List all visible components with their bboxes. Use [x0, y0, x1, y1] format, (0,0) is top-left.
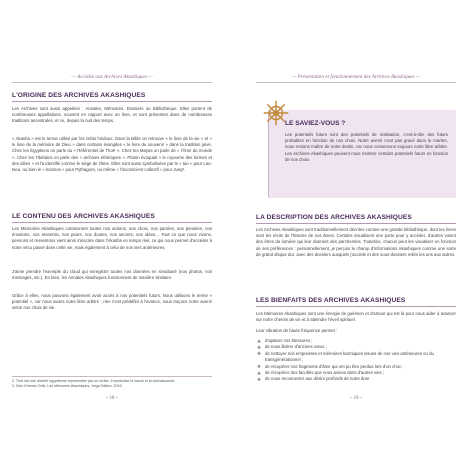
origine-paragraph-1: Les Archives sont aussi appelées : Annales, Mémoires, Dossiers ou Bibliothèque. Elles portent de nombreuses appellations, souvent en rapport avec un livre, et sont présentes dans de nombreuses traditions ancestrales, et ce, depuis la nuit des temps. [12, 106, 212, 124]
did-you-know-title: LE SAVIEZ-VOUS ? [285, 120, 346, 127]
bienfaits-paragraph-2: Leur vibration de haute fréquence permet : [256, 328, 338, 333]
right-page-number: ~ 19 ~ [349, 396, 363, 401]
did-you-know-box [268, 110, 456, 198]
contenu-paragraph-3: Grâce à elles, nous pouvons également avoir accès à nos potentiels futurs. Nous utilisons le terme « potentiel », car nous avons notre libre arbitre ; rien n'est prédéfini à l'avance, nous traçons notre avenir selon nos choix de vie. [12, 293, 212, 311]
footnotes [12, 376, 212, 389]
diamond-bullet-icon: ❖ [257, 370, 262, 376]
section-title-origine: L'ORIGINE DES ARCHIVES AKASHIQUES [12, 92, 212, 102]
section-title-description: LA DESCRIPTION DES ARCHIVES AKASHIQUES [256, 214, 456, 224]
left-running-header: — Accédez aux Archives Akashiques — [12, 74, 212, 83]
diamond-bullet-icon: ❖ [257, 344, 262, 350]
diamond-bullet-icon: ❖ [257, 364, 262, 370]
list-item: ❖ de récupérer nos fragments d'âme qui ont pu être perdus lors d'un choc ; [257, 363, 404, 370]
footnote-2: 2. Thot est une divinité égyptienne représentée par un scribe. Il symbolise le savoir et la connaissance. [12, 379, 176, 383]
list-item: ❖ de nous reconnecter aux désirs profonds de notre âme [257, 376, 370, 382]
description-paragraph: Les Archives Akashiques sont traditionnellement décrites comme une grande bibliothèque, dont les livres sont les récits de l'histoire de nos âmes. Certains visualisent une porte pour y accéder, d'autres voient des êtres de lumière qui leur donnent des parchemins. Toutefois, chacun peut les visualiser en fonction de ses préférences : personnellement, je perçois le champ d'informations Akashiques comme une sorte de grand disque dur, avec des dossiers auxquels j'accède et des sous-dossiers reliés les uns aux autres. [256, 227, 456, 257]
list-item: ❖ de nous libérer d'anciens vœux ; [257, 344, 327, 350]
origine-paragraph-2: « Akasha » est le terme utilisé par les rishis hindous. Dans la Bible on retrouve « le livre de la vie » et « le livre de la mémoire de Dieu » dans certains évangiles « le livre du souvenir » dans la tradition juive. Chez les Égyptiens on parle du « Référentiel de Thot² ». Chez les Mayas on parle de « l'Âme du monde ». Chez les Tibétains on parle des « archives éthériques ». Platon évoquait « le royaume des formes et des idées » et l'a identifié comme le siège de l'âme. Elles sont aussi symbolisées par le « tao » pour Lao-tseu, ou bien le « kosmos » pour Pythagore, ou même « l'inconscient collectif » pour Jung³. [12, 136, 212, 173]
list-item: ❖ de nettoyer nos empreintes et mémoires karmiques issues de nos vies antérieures ou du transgénérationnel ; [257, 350, 434, 363]
footnote-3: 3. Dion Ernesto Ortiz, Les Mémoires Akashiques, Vega Edition, 2016. [12, 384, 123, 388]
diamond-bullet-icon: ❖ [257, 351, 262, 357]
diamond-bullet-icon: ❖ [257, 338, 262, 344]
contenu-paragraph-1: Les Mémoires Akashiques contiennent toutes nos actions, nos choix, nos paroles, nos pensées, nos émotions, nos ressentis, nos peurs, nos doutes, nos secrets, nos idées… Tout ce que nous vivons, pensons et ressentons vient ainsi s'inscrire dans l'Akasha en temps réel, ce qui nous permet d'accéder à notre vécu passé dans cette vie, mais également à celui de nos vies antérieures. [12, 226, 212, 250]
section-title-bienfaits: LES BIENFAITS DES ARCHIVES AKASHIQUES [256, 297, 456, 307]
section-title-contenu: LE CONTENU DES ARCHIVES AKASHIQUES [12, 213, 212, 223]
list-item: ❖ de récupérer des facultés que nous avions dans d'autres vies ; [257, 370, 385, 376]
contenu-paragraph-2: J'aime prendre l'exemple du cloud qui enregistre toutes nos données en simultané (nos photos, nos messages, etc.). En bien, les Annales Akashiques fonctionnent de manière similaire. [12, 269, 212, 281]
diamond-bullet-icon: ❖ [257, 376, 262, 382]
benefits-list [256, 338, 456, 383]
did-you-know-text: Les potentiels futurs sont des potentiels de réalisation, c'est-à-dire des futurs probables en fonction de nos choix. Notre avenir n'est pas gravé dans le marbre, nous restons maître de notre destin, car nous conservons toujours notre libre arbitre. Les Archives Akashiques peuvent nous montrer certains potentiels futurs en fonction de nos choix. [285, 132, 448, 162]
list-item: ❖ d'apaiser nos blessures ; [257, 338, 313, 344]
left-page [12, 64, 212, 456]
right-running-header: — Présentation et fonctionnement des Archives Akashiques — [256, 74, 456, 83]
left-page-number: ~ 18 ~ [105, 396, 119, 401]
bienfaits-paragraph-1: Les Mémoires Akashiques sont une énergie de guérison et d'amour qui est là pour nous aider à avancer sur notre chemin de vie et à atteindre l'éveil spirituel. [256, 311, 456, 323]
right-page [256, 64, 456, 456]
